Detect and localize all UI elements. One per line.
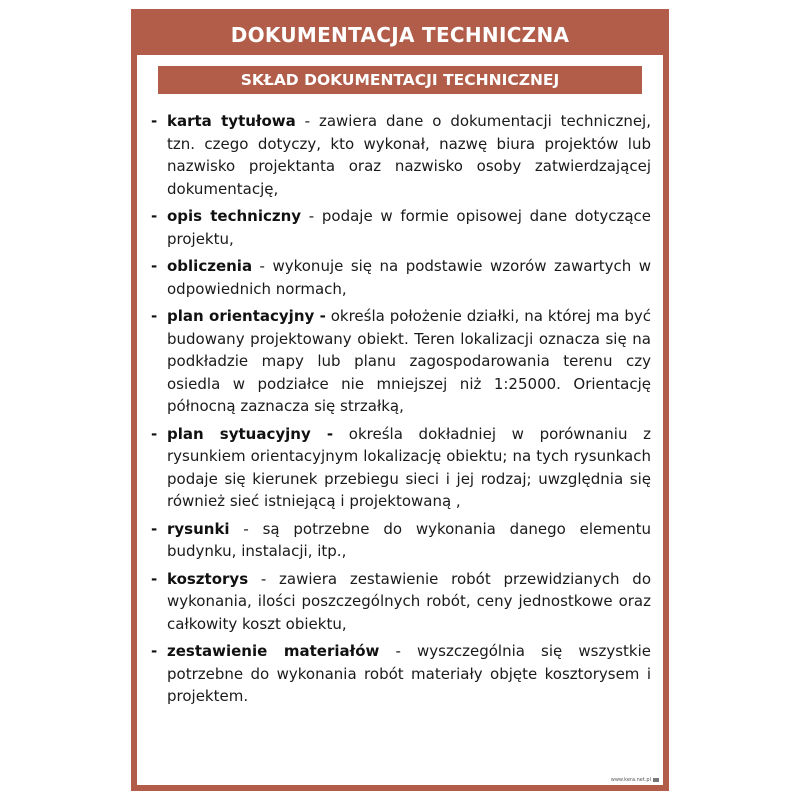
list-item xyxy=(151,518,651,563)
list-item xyxy=(151,255,651,300)
bullet-dash: - xyxy=(151,424,158,443)
item-description: - wykonuje się na podstawie wzorów zawartych w odpowiednich normach, xyxy=(167,257,651,298)
item-description: - zawiera dane o dokumentacji technicznej, tzn. czego dotyczy, kto wykonał, nazwę biura projektów lub nazwisko projektanta oraz nazwisko osoby zatwierdzającej dokumentację, xyxy=(167,112,651,198)
item-term: obliczenia xyxy=(167,257,253,275)
list-item xyxy=(151,568,651,636)
item-term: karta tytułowa xyxy=(167,112,296,130)
list-item xyxy=(151,305,651,418)
bullet-dash: - xyxy=(151,112,158,130)
list-item xyxy=(151,423,651,513)
item-term: zestawienie materiałów xyxy=(167,642,380,660)
bullet-dash: - xyxy=(151,569,158,588)
documentation-list xyxy=(151,110,651,713)
list-item xyxy=(151,640,651,708)
bullet-dash: - xyxy=(151,207,158,225)
item-description: - są potrzebne do wykonania danego elementu budynku, instalacji, itp., xyxy=(167,519,651,560)
item-description: - zawiera zestawienie robót przewidzianych do wykonania, ilości poszczególnych robót, ceny jednostkowe oraz całkowity koszt obiektu, xyxy=(167,569,651,633)
item-term: plan sytuacyjny - xyxy=(167,424,334,443)
item-term: rysunki xyxy=(167,519,230,538)
list-item xyxy=(151,110,651,200)
page-title: DOKUMENTACJA TECHNICZNA xyxy=(137,15,663,55)
item-description: - wyszczególnia się wszystkie potrzebne do wykonania robót materiały objęte kosztorysem i projektem. xyxy=(167,642,651,705)
flag-icon xyxy=(653,778,659,782)
bullet-dash: - xyxy=(151,642,158,660)
bullet-dash: - xyxy=(151,519,158,538)
item-description: - podaje w formie opisowej dane dotyczące projektu, xyxy=(167,207,651,248)
list-item xyxy=(151,205,651,250)
footer xyxy=(611,777,659,783)
bullet-dash: - xyxy=(151,257,158,275)
item-term: plan orientacyjny - xyxy=(167,307,326,325)
poster xyxy=(131,9,669,791)
item-term: kosztorys xyxy=(167,569,249,588)
item-term: opis techniczny xyxy=(167,207,302,225)
bullet-dash: - xyxy=(151,307,158,325)
item-description: określa dokładniej w porównaniu z rysunkiem orientacyjnym lokalizację obiektu; na tych rysunkach podaje się kierunek przebiegu sieci i jej rodzaj; uwzględnia się również sieć istniejącą i projektowaną , xyxy=(167,424,651,510)
item-description: określa położenie działki, na której ma być budowany projektowany obiekt. Teren lokalizacji oznacza się na podkładzie mapy lub planu zagospodarowania terenu czy osiedla w podziałce nie mniejszej niż 1:25000. Orientację północną zaznacza się strzałką, xyxy=(167,307,652,415)
footer-url: www.kera.net.pl xyxy=(610,777,651,783)
section-subtitle: SKŁAD DOKUMENTACJI TECHNICZNEJ xyxy=(158,66,642,94)
